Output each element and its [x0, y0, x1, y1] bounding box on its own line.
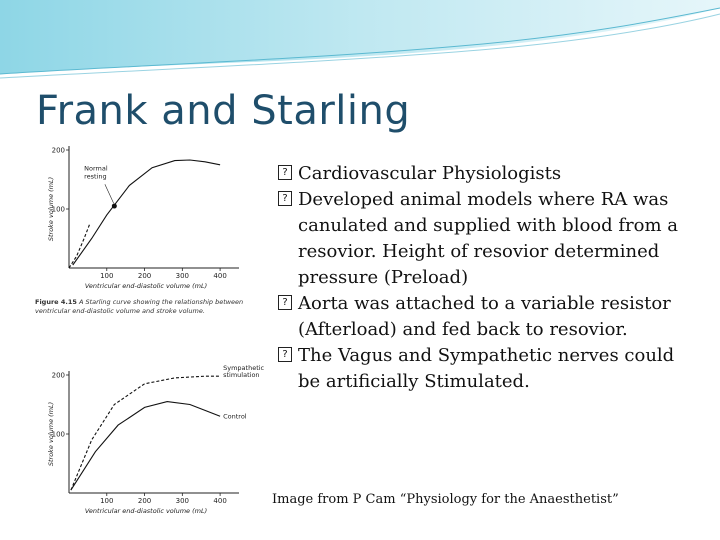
- starling-curves-image: [33, 140, 265, 520]
- x-tick-label: 300: [175, 272, 190, 280]
- annotation-pointer: [105, 184, 114, 203]
- x-tick-label: 200: [137, 272, 152, 280]
- series-label: [223, 364, 264, 379]
- y-tick-label: 100: [51, 205, 65, 214]
- x-axis-label: Ventricular end-diastolic volume (mL): [84, 507, 208, 515]
- y-tick-label: 200: [51, 146, 65, 155]
- figure-caption-text: A Starling curve showing the relationship between ventricular end-diastolic volume and stroke volume.: [35, 298, 244, 315]
- bullet-text: Aorta was attached to a variable resistor (Afterload) and fed back to resovior.: [298, 293, 671, 340]
- operating-point-marker: [112, 204, 117, 209]
- series-label: [223, 412, 247, 420]
- series-line: [71, 402, 220, 491]
- bullet-marker-icon: ?: [278, 191, 292, 206]
- header-banner: [0, 0, 720, 80]
- bullet-item: [278, 187, 698, 291]
- chart-sympathetic-curve: [47, 364, 265, 515]
- x-tick-label: 400: [213, 497, 227, 505]
- x-tick-label: 100: [100, 497, 114, 505]
- bullet-marker-icon: ?: [278, 165, 292, 180]
- x-tick-label: 300: [175, 497, 190, 505]
- bullet-text: Cardiovascular Physiologists: [298, 163, 562, 184]
- series-label-line: stimulation: [223, 371, 260, 380]
- annotation-label: resting: [84, 172, 107, 181]
- image-credit: Image from P Cam “Physiology for the Anaesthetist”: [272, 492, 619, 507]
- figure-caption-label: Figure 4.15: [35, 298, 77, 306]
- bullet-item: [278, 161, 698, 187]
- y-axis-label: Stroke volume (mL): [47, 401, 55, 467]
- y-tick-label: 200: [51, 371, 65, 380]
- figure-caption: [35, 298, 245, 315]
- y-axis-label: Stroke volume (mL): [47, 176, 55, 242]
- bullet-item: [278, 343, 698, 395]
- series-label-line: Sympathetic: [223, 364, 265, 373]
- chart-resting-curve: [47, 146, 239, 290]
- bullet-marker-icon: ?: [278, 295, 292, 310]
- x-tick-label: 400: [213, 272, 227, 280]
- x-axis-label: Ventricular end-diastolic volume (mL): [84, 282, 208, 290]
- annotation-label: Normal: [84, 164, 108, 173]
- bullet-text: The Vagus and Sympathetic nerves could be artificially Stimulated.: [298, 345, 675, 392]
- starling-figure: [33, 140, 265, 520]
- y-tick-label: 100: [51, 430, 65, 439]
- bullet-text: Developed animal models where RA was canulated and supplied with blood from a resovior. Height of resovior determined pressure (Preload): [298, 189, 679, 288]
- series-label-line: Control: [223, 412, 247, 421]
- series-line: [71, 376, 220, 490]
- bullet-item: [278, 291, 698, 343]
- x-tick-label: 200: [137, 497, 152, 505]
- x-tick-label: 100: [100, 272, 114, 280]
- slide-title: Frank and Starling: [36, 88, 411, 134]
- bullet-marker-icon: ?: [278, 347, 292, 362]
- bullet-list: [278, 161, 698, 395]
